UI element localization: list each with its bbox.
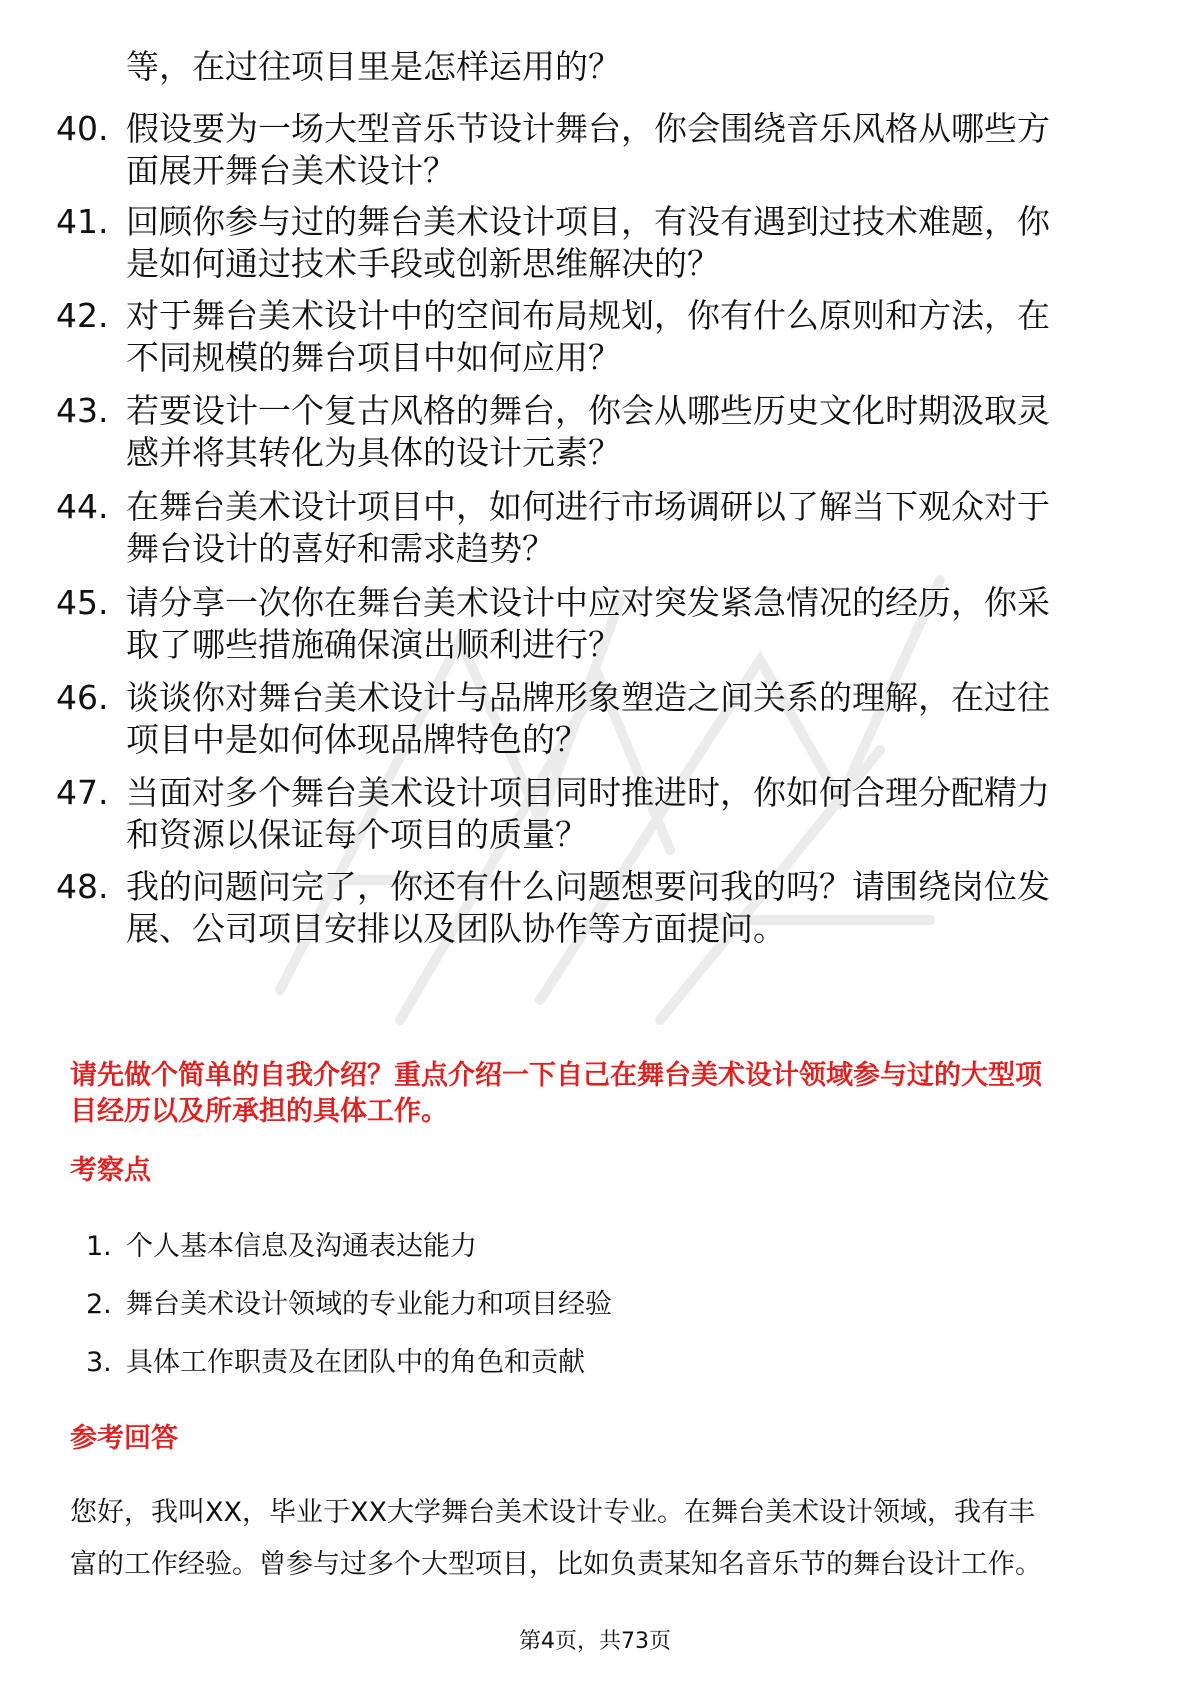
- assessment-text: 具体工作职责及在团队中的角色和贡献: [126, 1347, 585, 1378]
- assessment-text: 舞台美术设计领域的专业能力和项目经验: [126, 1289, 612, 1320]
- question-text: [126, 582, 1126, 666]
- highlight-question: [70, 1058, 1130, 1130]
- question-text: [126, 108, 1126, 192]
- question-number: 45.: [56, 583, 109, 622]
- assessment-title: 考察点: [70, 1155, 151, 1186]
- question-line: 展、公司项目安排以及团队协作等方面提问。: [126, 909, 786, 948]
- assessment-item: [86, 1230, 477, 1264]
- assessment-number: 2.: [86, 1289, 112, 1320]
- question-line: 谈谈你对舞台美术设计与品牌形象塑造之间关系的理解，在过往: [126, 678, 1050, 717]
- question-number: 40.: [56, 109, 109, 148]
- question-line: 回顾你参与过的舞台美术设计项目，有没有遇到过技术难题，你: [126, 202, 1050, 241]
- question-text: [126, 866, 1126, 950]
- question-number: 46.: [56, 678, 109, 717]
- assessment-number: 1.: [86, 1231, 112, 1262]
- question-line: 项目中是如何体现品牌特色的？: [126, 720, 588, 759]
- question-line: 感并将其转化为具体的设计元素？: [126, 433, 621, 472]
- answer-line: 富的工作经验。曾参与过多个大型项目，比如负责某知名音乐节的舞台设计工作。: [70, 1549, 1042, 1580]
- highlight-line: 请先做个简单的自我介绍？重点介绍一下自己在舞台美术设计领域参与过的大型项: [70, 1060, 1042, 1091]
- question-text: [126, 772, 1126, 856]
- question-line: 请分享一次你在舞台美术设计中应对突发紧急情况的经历，你采: [126, 583, 1050, 622]
- question-text: [126, 486, 1126, 570]
- question-text: [126, 390, 1126, 474]
- question-line: 舞台设计的喜好和需求趋势？: [126, 529, 555, 568]
- answer-line: 您好，我叫XX，毕业于XX大学舞台美术设计专业。在舞台美术设计领域，我有丰: [70, 1497, 1035, 1528]
- question-text: [126, 677, 1126, 761]
- question-continuation: 等，在过往项目里是怎样运用的？: [126, 47, 621, 86]
- question-line: 不同规模的舞台项目中如何应用？: [126, 338, 621, 377]
- question-number: 43.: [56, 391, 109, 430]
- question-number: 47.: [56, 773, 109, 812]
- assessment-item: [86, 1288, 612, 1322]
- assessment-item: [86, 1346, 585, 1380]
- question-line: 取了哪些措施确保演出顺利进行？: [126, 625, 621, 664]
- reference-title: 参考回答: [70, 1423, 178, 1454]
- question-line: 当面对多个舞台美术设计项目同时推进时，你如何合理分配精力: [126, 773, 1050, 812]
- question-number: 44.: [56, 487, 109, 526]
- question-line: 在舞台美术设计项目中，如何进行市场调研以了解当下观众对于: [126, 487, 1050, 526]
- highlight-line: 目经历以及所承担的具体工作。: [70, 1096, 448, 1127]
- question-line: 和资源以保证每个项目的质量？: [126, 815, 588, 854]
- page-footer: 第4页，共73页: [519, 1629, 671, 1654]
- question-number: 48.: [56, 867, 109, 906]
- question-line: 面展开舞台美术设计？: [126, 151, 456, 190]
- question-line: 是如何通过技术手段或创新思维解决的？: [126, 244, 720, 283]
- question-line: 假设要为一场大型音乐节设计舞台，你会围绕音乐风格从哪些方: [126, 109, 1050, 148]
- assessment-text: 个人基本信息及沟通表达能力: [126, 1231, 477, 1262]
- question-text: [126, 295, 1126, 379]
- reference-answer: [70, 1487, 1130, 1591]
- question-line: 我的问题问完了，你还有什么问题想要问我的吗？请围绕岗位发: [126, 867, 1050, 906]
- assessment-number: 3.: [86, 1347, 112, 1378]
- question-line: 若要设计一个复古风格的舞台，你会从哪些历史文化时期汲取灵: [126, 391, 1050, 430]
- question-number: 42.: [56, 296, 109, 335]
- question-number: 41.: [56, 202, 109, 241]
- question-text: [126, 201, 1126, 285]
- question-line: 对于舞台美术设计中的空间布局规划，你有什么原则和方法，在: [126, 296, 1050, 335]
